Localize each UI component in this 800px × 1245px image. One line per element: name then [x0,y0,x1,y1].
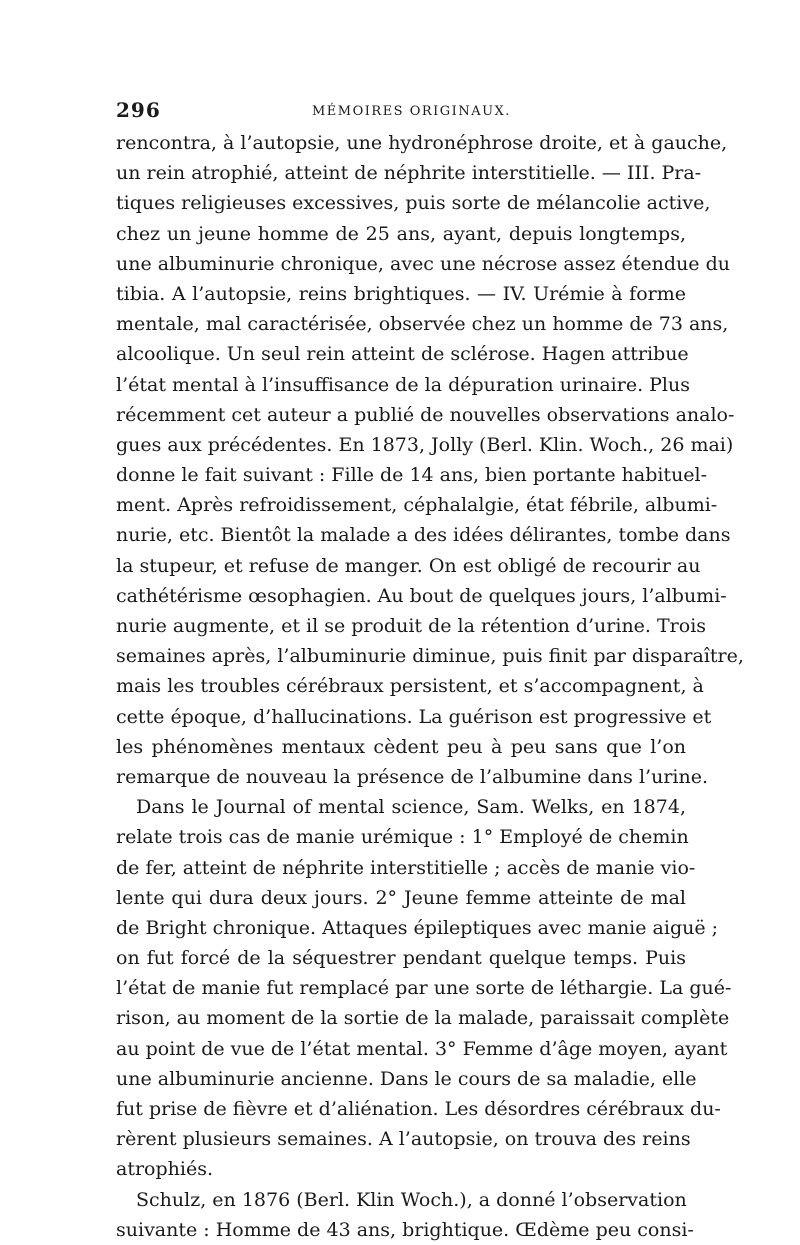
text-line: l’état de manie fut remplacé par une sorte de léthargie. La gué- [116,977,732,1000]
text-line: semaines après, l’albuminurie diminue, puis finit par disparaître, [116,645,744,668]
paragraph-start-line: Dans le Journal of mental science, Sam. Welks, en 1874, [136,796,686,819]
running-head: MÉMOIRES ORIGINAUX. [312,104,511,119]
text-line: rèrent plusieurs semaines. A l’autopsie, on trouva des reins [116,1128,691,1151]
page-number: 296 [116,98,161,122]
text-line: la stupeur, et refuse de manger. On est obligé de recourir au [116,554,701,577]
text-line: nurie augmente, et il se produit de la rétention d’urine. Trois [116,615,707,637]
text-line: chez un jeune homme de 25 ans, ayant, depuis longtemps, [116,222,686,245]
text-line: fut prise de fièvre et d’aliénation. Les désordres cérébraux du- [116,1098,721,1120]
text-line: nurie, etc. Bientôt la malade a des idées délirantes, tombe dans [116,524,731,547]
text-line: cathétérisme œsophagien. Au bout de quelques jours, l’albumi- [116,584,727,607]
text-line: les phénomènes mentaux cèdent peu à peu sans que l’on [116,735,686,758]
text-line: relate trois cas de manie urémique : 1° Employé de chemin [116,826,689,849]
body-text [116,128,744,1245]
text-line: rison, au moment de la sortie de la malade, paraissait complète [116,1007,730,1030]
text-line: suivante : Homme de 43 ans, brightique. Œdème peu consi- [116,1218,694,1241]
text-line: donne le fait suivant : Fille de 14 ans, bien portante habituel- [116,464,708,487]
text-line: ment. Après refroidissement, céphalalgie, état fébrile, albumi- [116,494,718,517]
text-line: l’état mental à l’insuffisance de la dépuration urinaire. Plus [116,373,690,396]
text-line: au point de vue de l’état mental. 3° Femme d’âge moyen, ayant [116,1037,728,1060]
text-line: une albuminurie ancienne. Dans le cours de sa maladie, elle [116,1067,697,1090]
text-line: un rein atrophié, atteint de néphrite interstitielle. — III. Pra- [116,162,702,185]
paragraph-end-line: atrophiés. [116,1158,213,1181]
paragraph-end-line: remarque de nouveau la présence de l’albumine dans l’urine. [116,765,708,788]
text-line: une albuminurie chronique, avec une nécrose assez étendue du [116,252,730,275]
text-line: alcoolique. Un seul rein atteint de sclérose. Hagen attribue [116,343,689,366]
text-line: de fer, atteint de néphrite interstitielle ; accès de manie vio- [116,856,696,879]
text-line: gues aux précédentes. En 1873, Jolly (Berl. Klin. Woch., 26 mai) [116,433,734,456]
text-line: mentale, mal caractérisée, observée chez un homme de 73 ans, [116,313,729,336]
text-line: on fut forcé de la séquestrer pendant quelque temps. Puis [116,947,686,970]
text-line: mais les troubles cérébraux persistent, et s’accompagnent, à [116,675,704,698]
text-line: de Bright chronique. Attaques épileptiques avec manie aiguë ; [116,916,719,939]
text-line: cette époque, d’hallucinations. La guérison est progressive et [116,705,712,728]
text-line: lente qui dura deux jours. 2° Jeune femme atteinte de mal [116,886,686,909]
paragraph-start-line: Schulz, en 1876 (Berl. Klin Woch.), a donné l’observation [136,1188,687,1211]
text-line: tiques religieuses excessives, puis sorte de mélancolie active, [116,192,711,215]
text-line: rencontra, à l’autopsie, une hydronéphrose droite, et à gauche, [116,132,728,154]
page-header [116,98,684,128]
text-line: récemment cet auteur a publié de nouvelles observations analo- [116,403,735,426]
text-line: tibia. A l’autopsie, reins brightiques. — IV. Urémie à forme [116,282,686,305]
